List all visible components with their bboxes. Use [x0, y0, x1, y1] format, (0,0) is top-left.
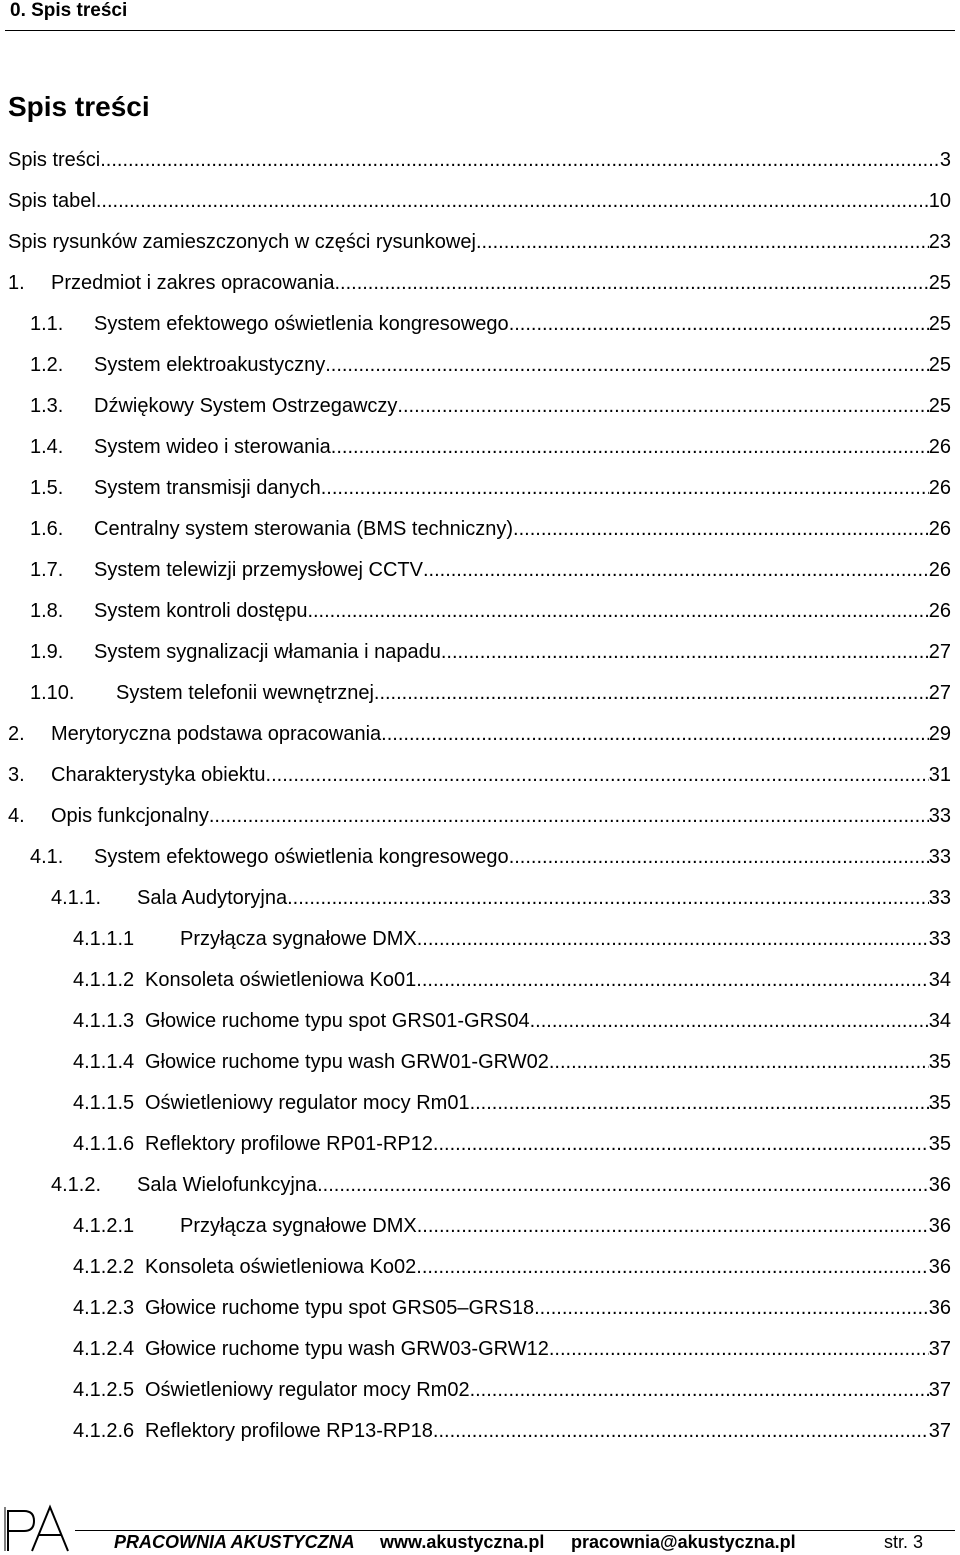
toc-leader — [266, 763, 929, 787]
toc-entry-page: 34 — [928, 969, 951, 991]
toc-entry-number: 1.1. — [30, 313, 64, 335]
toc-entry-number: 4.1.2.2 — [73, 1256, 135, 1278]
toc-entry-number: 4.1.1. — [51, 887, 102, 909]
toc-entry[interactable] — [73, 966, 951, 992]
toc-entry[interactable] — [73, 1376, 951, 1402]
toc-entry[interactable] — [73, 1089, 951, 1115]
toc-entry-text: System sygnalizacji włamania i napadu — [94, 641, 441, 663]
toc-entry-page: 33 — [928, 887, 951, 909]
toc-entry-number: 4.1.2.3 — [73, 1297, 135, 1319]
toc-entry-page: 25 — [928, 313, 951, 335]
toc-entry-text: Przedmiot i zakres opracowania — [51, 272, 335, 294]
toc-entry-page: 25 — [928, 395, 951, 417]
toc-entry-text: Spis treści — [8, 149, 101, 171]
toc-entry[interactable] — [30, 474, 951, 500]
toc-entry[interactable] — [73, 1048, 951, 1074]
toc-entry[interactable] — [30, 597, 951, 623]
toc-leader — [417, 1214, 929, 1238]
toc-entry-page: 37 — [928, 1420, 951, 1442]
toc-entry-page: 36 — [928, 1215, 951, 1237]
toc-entry[interactable] — [8, 761, 951, 787]
toc-entry[interactable] — [30, 843, 951, 869]
toc-entry-page: 26 — [928, 518, 951, 540]
toc-leader — [549, 1337, 929, 1361]
toc-entry-page: 26 — [928, 600, 951, 622]
footer-email-link[interactable]: pracownia@akustyczna.pl — [571, 1532, 796, 1552]
toc-leader — [549, 1050, 929, 1074]
toc-leader — [509, 845, 929, 869]
toc-entry-page: 37 — [928, 1338, 951, 1360]
toc-entry[interactable] — [73, 925, 951, 951]
toc-leader — [513, 517, 929, 541]
toc-entry-number: 2. — [8, 723, 25, 745]
toc-entry-number: 3. — [8, 764, 25, 786]
toc-entry-text: Reflektory profilowe RP13-RP18 — [145, 1420, 433, 1442]
toc-leader — [317, 1173, 929, 1197]
toc-entry-page: 31 — [928, 764, 951, 786]
toc-entry-text: Reflektory profilowe RP01-RP12 — [145, 1133, 433, 1155]
toc-entry-page: 33 — [928, 846, 951, 868]
toc-entry-text: Opis funkcjonalny — [51, 805, 209, 827]
toc-entry-number: 1.4. — [30, 436, 64, 458]
toc-entry-number: 4.1.1.4 — [73, 1051, 135, 1073]
toc-entry-page: 36 — [928, 1174, 951, 1196]
toc-entry-number: 4.1.1.2 — [73, 969, 135, 991]
toc-entry-number: 1.10. — [30, 682, 75, 704]
toc-entry-number: 1.2. — [30, 354, 64, 376]
toc-leader — [530, 1009, 929, 1033]
toc-entry-page: 29 — [928, 723, 951, 745]
toc-leader — [470, 1378, 929, 1402]
toc-entry-text: System wideo i sterowania — [94, 436, 331, 458]
toc-leader — [441, 640, 929, 664]
toc-entry-text: System efektowego oświetlenia kongresowego — [94, 313, 509, 335]
toc-entry[interactable] — [73, 1130, 951, 1156]
toc-entry-number: 1.6. — [30, 518, 64, 540]
toc-leader — [374, 681, 929, 705]
toc-entry-number: 4.1.2.5 — [73, 1379, 135, 1401]
toc-entry-page: 36 — [928, 1256, 951, 1278]
toc-entry[interactable] — [30, 515, 951, 541]
toc-entry-text: Sala Wielofunkcyjna — [137, 1174, 318, 1196]
toc-entry-number: 4.1.2.4 — [73, 1338, 135, 1360]
toc-entry-text: Przyłącza sygnałowe DMX — [180, 1215, 417, 1237]
toc-entry-text: Spis rysunków zamieszczonych w części rysunkowej — [8, 231, 476, 253]
toc-entry-page: 27 — [928, 682, 951, 704]
toc-entry[interactable] — [51, 884, 951, 910]
toc-entry[interactable] — [73, 1007, 951, 1033]
toc-entry-number: 4.1.2.6 — [73, 1420, 135, 1442]
toc-entry-number: 4.1. — [30, 846, 64, 868]
toc-entry-page: 35 — [928, 1133, 951, 1155]
toc-entry-number: 4. — [8, 805, 25, 827]
toc-entry[interactable] — [30, 392, 951, 418]
toc-entry-text: Głowice ruchome typu spot GRS05–GRS18 — [145, 1297, 535, 1319]
toc-entry[interactable] — [8, 269, 951, 295]
toc-leader — [321, 476, 929, 500]
toc-entry-text: Oświetleniowy regulator mocy Rm01 — [145, 1092, 470, 1114]
toc-leader — [476, 230, 929, 254]
toc-entry-page: 26 — [928, 477, 951, 499]
toc-entry[interactable] — [73, 1212, 951, 1238]
toc-entry-page: 26 — [928, 559, 951, 581]
toc-entry-page: 26 — [928, 436, 951, 458]
toc-entry-text: Charakterystyka obiektu — [51, 764, 266, 786]
toc-leader — [100, 148, 940, 172]
toc-leader — [209, 804, 929, 828]
toc-leader — [423, 558, 929, 582]
toc-entry-page: 25 — [928, 354, 951, 376]
toc-leader — [417, 927, 929, 951]
toc-entry[interactable] — [8, 720, 951, 746]
footer-website-link[interactable]: www.akustyczna.pl — [380, 1532, 545, 1552]
toc-entry-page: 23 — [928, 231, 951, 253]
toc-entry-page: 3 — [939, 149, 951, 171]
toc-entry-number: 4.1.1.5 — [73, 1092, 135, 1114]
toc-entry-text: Merytoryczna podstawa opracowania — [51, 723, 382, 745]
toc-entry[interactable] — [30, 556, 951, 582]
toc-entry-page: 27 — [928, 641, 951, 663]
toc-leader — [416, 968, 928, 992]
toc-entry[interactable] — [8, 187, 951, 213]
toc-entry-page: 33 — [928, 928, 951, 950]
toc-entry-number: 1.3. — [30, 395, 64, 417]
toc-entry[interactable] — [30, 433, 951, 459]
toc-entry[interactable] — [30, 679, 951, 705]
toc-entry-text: Konsoleta oświetleniowa Ko02 — [145, 1256, 417, 1278]
toc-entry-text: Oświetleniowy regulator mocy Rm02 — [145, 1379, 470, 1401]
toc-entry[interactable] — [30, 638, 951, 664]
running-header: 0. Spis treści — [10, 0, 128, 21]
toc-entry-page: 25 — [928, 272, 951, 294]
toc-leader — [334, 271, 928, 295]
toc-entry[interactable] — [73, 1335, 951, 1361]
toc-leader — [331, 435, 929, 459]
toc-entry-page: 34 — [928, 1010, 951, 1032]
toc-entry-number: 1.9. — [30, 641, 64, 663]
toc-entry-text: Dźwiękowy System Ostrzegawczy — [94, 395, 398, 417]
toc-entry[interactable] — [73, 1417, 951, 1443]
document-title: Spis treści — [8, 91, 150, 122]
toc-entry-text: Spis tabel — [8, 190, 96, 212]
toc-entry[interactable] — [30, 351, 951, 377]
toc-leader — [287, 886, 929, 910]
toc-leader — [96, 189, 929, 213]
footer-page-number: str. 3 — [884, 1532, 924, 1552]
toc-entry[interactable] — [8, 228, 951, 254]
toc-leader — [416, 1255, 928, 1279]
toc-entry-number: 4.1.1.3 — [73, 1010, 135, 1032]
toc-entry-page: 35 — [928, 1092, 951, 1114]
toc-entry-text: System telewizji przemysłowej CCTV — [94, 559, 423, 581]
toc-leader — [433, 1132, 929, 1156]
toc-leader — [325, 353, 929, 377]
toc-entry[interactable] — [8, 802, 951, 828]
toc-entry-text: Sala Audytoryjna — [137, 887, 288, 909]
toc-entry-number: 4.1.2. — [51, 1174, 102, 1196]
toc-entry-text: System telefonii wewnętrznej — [116, 682, 374, 704]
toc-leader — [433, 1419, 929, 1443]
toc-entry-text: System elektroakustyczny — [94, 354, 326, 376]
toc-entry-number: 4.1.1.6 — [73, 1133, 135, 1155]
toc-leader — [534, 1296, 929, 1320]
toc-entry-text: Głowice ruchome typu wash GRW03-GRW12 — [145, 1338, 549, 1360]
toc-entry-number: 4.1.1.1 — [73, 928, 135, 950]
toc-entry-page: 36 — [928, 1297, 951, 1319]
toc-leader — [397, 394, 928, 418]
toc-entry[interactable] — [73, 1294, 951, 1320]
toc-entry-page: 10 — [928, 190, 951, 212]
toc-entry-number: 4.1.2.1 — [73, 1215, 135, 1237]
toc-leader — [381, 722, 929, 746]
toc-entry-text: System transmisji danych — [94, 477, 321, 499]
toc-leader — [307, 599, 928, 623]
toc-entry-text: Centralny system sterowania (BMS techniczny) — [94, 518, 514, 540]
toc-leader — [470, 1091, 929, 1115]
toc-entry-number: 1.7. — [30, 559, 64, 581]
toc-entry-text: Głowice ruchome typu wash GRW01-GRW02 — [145, 1051, 549, 1073]
toc-entry[interactable] — [51, 1171, 951, 1197]
toc-entry[interactable] — [8, 146, 951, 172]
toc-entry-text: Przyłącza sygnałowe DMX — [180, 928, 417, 950]
toc-entry-text: System kontroli dostępu — [94, 600, 308, 622]
toc-entry-text: Głowice ruchome typu spot GRS01-GRS04 — [145, 1010, 530, 1032]
toc-entry-number: 1. — [8, 272, 25, 294]
toc-entry[interactable] — [73, 1253, 951, 1279]
toc-leader — [509, 312, 929, 336]
toc-entry-number: 1.8. — [30, 600, 64, 622]
pracownia-akustyczna-logo — [2, 1497, 72, 1552]
toc-entry-text: System efektowego oświetlenia kongresowego — [94, 846, 509, 868]
toc-entry-text: Konsoleta oświetleniowa Ko01 — [145, 969, 417, 991]
toc-entry[interactable] — [30, 310, 951, 336]
toc-entry-number: 1.5. — [30, 477, 64, 499]
toc-entry-page: 35 — [928, 1051, 951, 1073]
footer-company: PRACOWNIA AKUSTYCZNA — [114, 1532, 355, 1552]
toc-entry-page: 33 — [928, 805, 951, 827]
toc-entry-page: 37 — [928, 1379, 951, 1401]
